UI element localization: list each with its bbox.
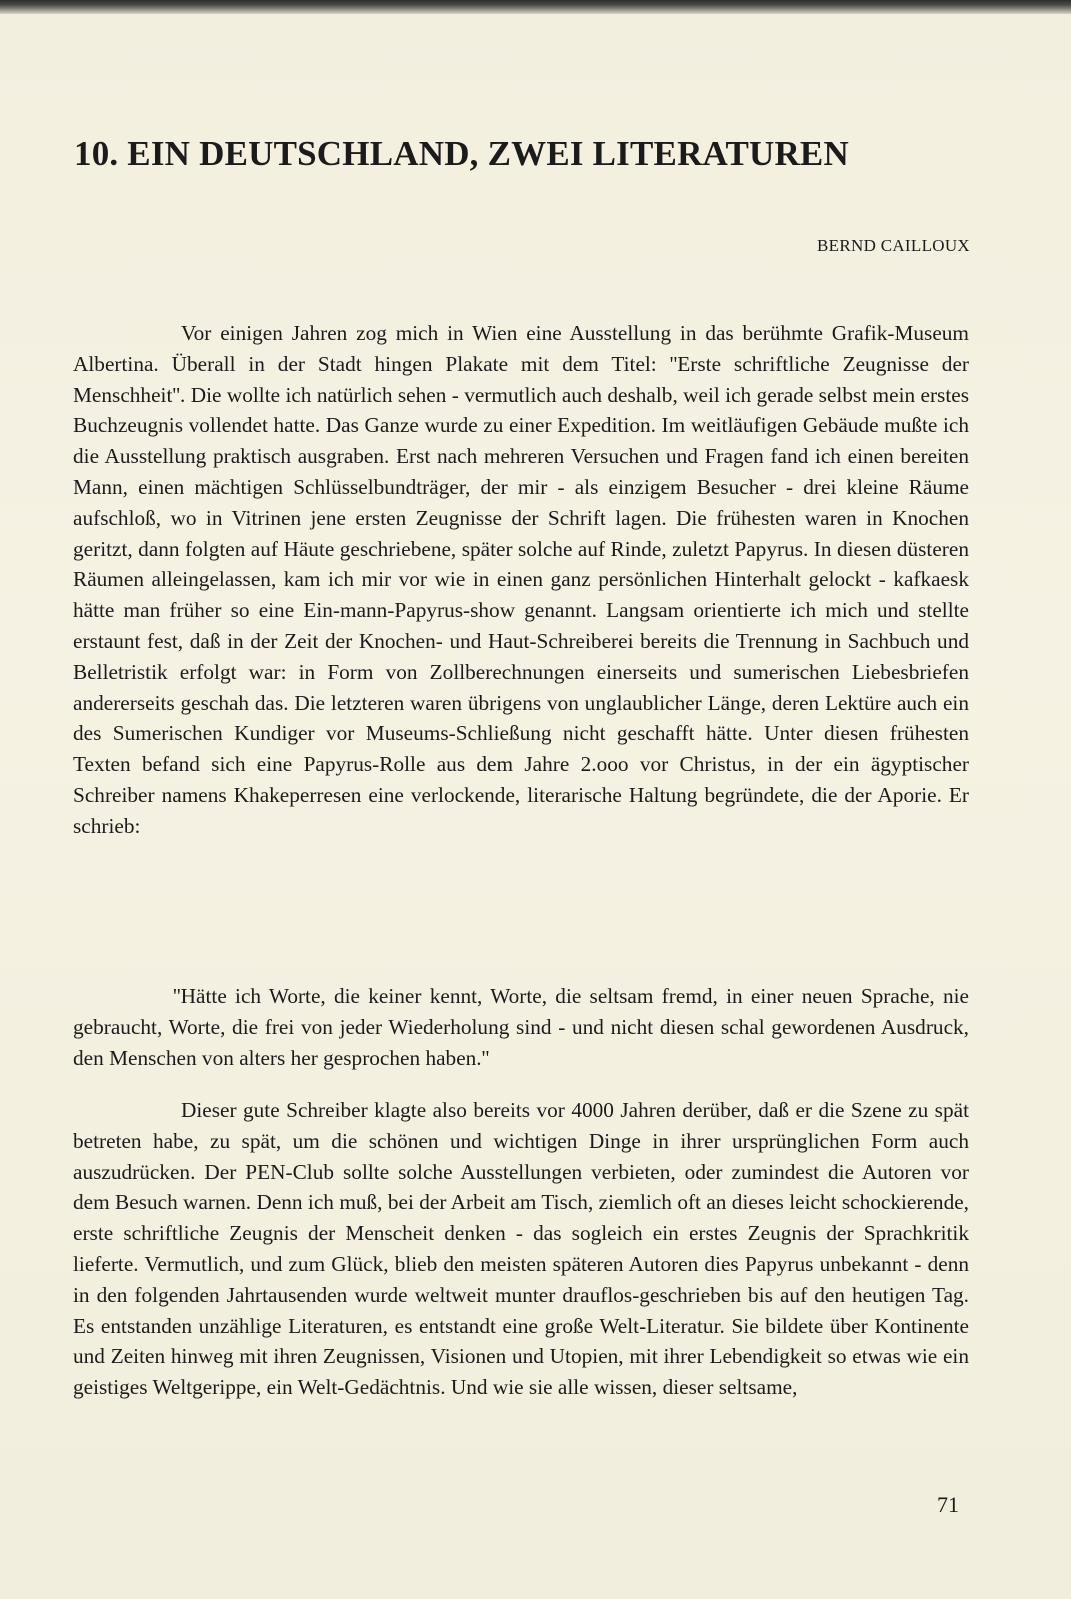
author-name: BERND CAILLOUX bbox=[817, 236, 970, 255]
quotation-block bbox=[73, 981, 969, 1073]
paragraph-text: Vor einigen Jahren zog mich in Wien eine Ausstellung in das berühmte Grafik-Museum Albertina. Überall in der Stadt hingen Plakate mit dem Titel: ''Erste schriftliche Zeugnisse der Menschheit''. Die wollte ich natürlich sehen - vermutlich auch deshalb, weil ich gerade selbst mein erstes Buchzeugnis vollendet hatte. Das Ganze wurde zu einer Expedition. Im weitläufigen Gebäude mußte ich die Ausstellung praktisch ausgraben. Erst nach mehreren Versuchen und Fragen fand ich einen bereiten Mann, einen mächtigen Schlüsselbundträger, der mir - als einzigem Besucher - drei kleine Räume aufschloß, wo in Vitrinen jene ersten Zeugnisse der Schrift lagen. Die frühesten waren in Knochen geritzt, dann folgten auf Häute geschriebene, später solche auf Rinde, zuletzt Papyrus. In diesen düsteren Räumen alleingelassen, kam ich mir vor wie in einen ganz persönlichen Hinterhalt gelockt - kafkaesk hätte man früher so eine Ein-mann-Papyrus-show genannt. Langsam orientierte ich mich und stellte erstaunt fest, daß in der Zeit der Knochen- und Haut-Schreiberei bereits die Trennung in Sachbuch und Belletristik erfolgt war: in Form von Zollberechnungen einerseits und sumerischen Liebesbriefen andererseits geschah das. Die letzteren waren übrigens von unglaublicher Länge, deren Lektüre auch ein des Sumerischen Kundiger vor Museums-Schließung nicht geschafft hätte. Unter diesen frühesten Texten befand sich eine Papyrus-Rolle aus dem Jahre 2.ooo vor Christus, in der ein ägyptischer Schreiber namens Khakeperresen eine verlockende, literarische Haltung begründete, die der Aporie. Er schrieb: bbox=[73, 321, 969, 838]
chapter-title: 10. EIN DEUTSCHLAND, ZWEI LITERATUREN bbox=[74, 134, 849, 173]
scan-top-edge bbox=[0, 0, 1071, 14]
page-number: 71 bbox=[937, 1492, 959, 1517]
body-paragraph-3 bbox=[73, 1095, 969, 1403]
quotation-text: ''Hätte ich Worte, die keiner kennt, Worte, die seltsam fremd, in einer neuen Sprache, nie gebraucht, Worte, die frei von jeder Wiederholung sind - und nicht diesen schal gewordenen Ausdruck, den Menschen von alters her gesprochen haben.'' bbox=[73, 984, 969, 1070]
body-paragraph-1 bbox=[73, 318, 969, 842]
paragraph-text: Dieser gute Schreiber klagte also bereits vor 4000 Jahren derüber, daß er die Szene zu spät betreten habe, zu spät, um die schönen und wichtigen Dinge in ihrer ursprünglichen Form auch auszudrücken. Der PEN-Club sollte solche Ausstellungen verbieten, oder zumindest die Autoren vor dem Besuch warnen. Denn ich muß, bei der Arbeit am Tisch, ziemlich oft an dieses leicht schockierende, erste schriftliche Zeugnis der Menscheit denken - das sogleich ein erstes Zeugnis der Sprachkritik lieferte. Vermutlich, und zum Glück, blieb den meisten späteren Autoren dies Papyrus unbekannt - denn in den folgenden Jahrtausenden wurde weltweit munter drauflos-geschrieben bis auf den heutigen Tag. Es entstanden unzählige Literaturen, es entstandt eine große Welt-Literatur. Sie bildete über Kontinente und Zeiten hinweg mit ihren Zeugnissen, Visionen und Utopien, mit ihrer Lebendigkeit so etwas wie ein geistiges Weltgerippe, ein Welt-Gedächtnis. Und wie sie alle wissen, dieser seltsame, bbox=[73, 1098, 969, 1400]
